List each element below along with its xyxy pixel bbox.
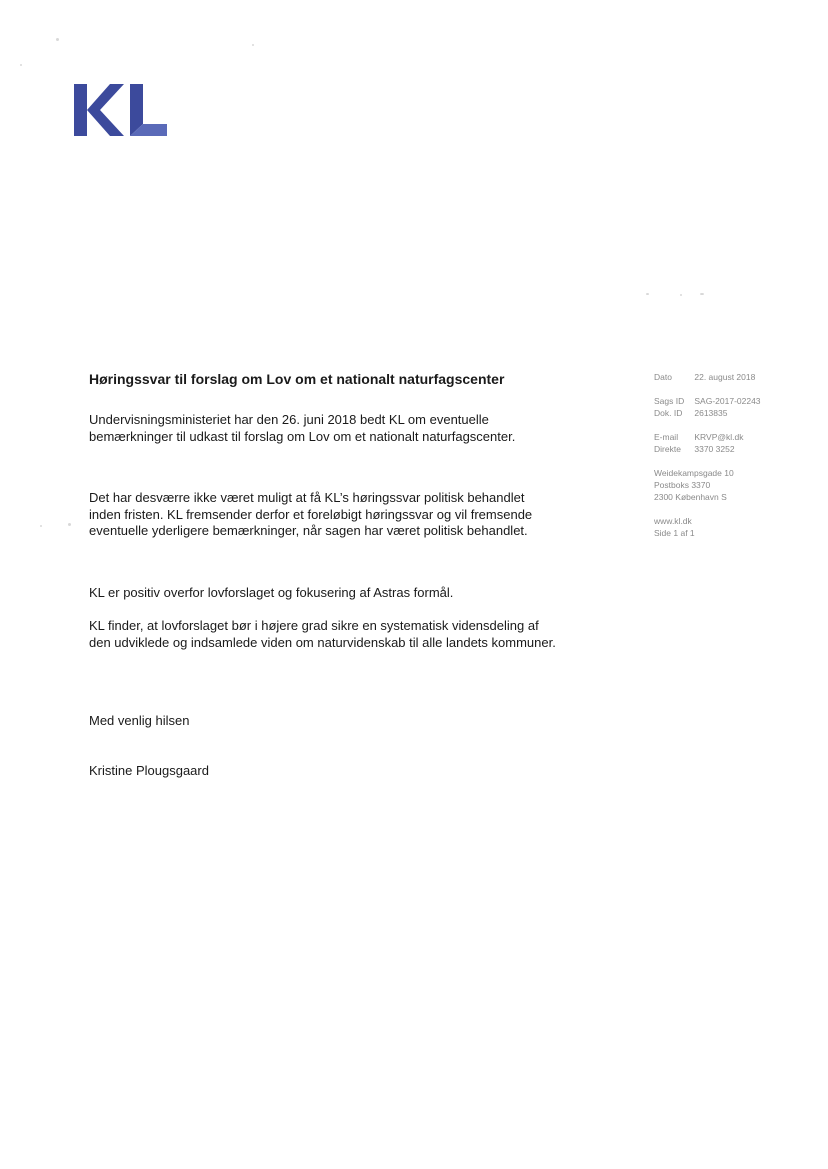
page-number: Side 1 af 1 — [654, 528, 695, 538]
email-label: E-mail — [654, 432, 679, 442]
kl-logo — [72, 80, 168, 140]
paragraph-knowledge-sharing: KL finder, at lovforslaget bør i højere grad sikre en systematisk vidensdeling af den udviklede og indsamlede viden om naturvidenskab til alle landets kommuner. — [89, 618, 556, 650]
kl-logo-graphic — [72, 80, 168, 140]
scan-speck — [700, 293, 704, 295]
sags-id-label: Sags ID — [654, 396, 685, 406]
scan-speck — [646, 293, 649, 295]
closing-greeting: Med venlig hilsen — [89, 713, 190, 728]
scan-speck — [40, 525, 42, 527]
dok-id-value: 2613835 — [694, 408, 728, 418]
scan-speck — [252, 44, 254, 46]
direkte-label: Direkte — [654, 444, 681, 454]
direkte-value: 3370 3252 — [694, 444, 735, 454]
scan-speck — [20, 64, 22, 66]
sags-id-value: SAG-2017-02243 — [694, 396, 761, 406]
scan-speck — [680, 294, 682, 296]
meta-date — [654, 371, 814, 383]
logo-k-upper-arm — [87, 84, 124, 110]
dok-id-label: Dok. ID — [654, 408, 683, 418]
scan-speck — [68, 523, 71, 526]
letter-title: Høringssvar til forslag om Lov om et nationalt naturfagscenter — [89, 371, 505, 387]
paragraph-request: Undervisningsministeriet har den 26. juni 2018 bedt KL om eventuelle bemærkninger til udkast til forslag om Lov om et nationalt naturfagscenter. — [89, 412, 516, 444]
address-street: Weidekampsgade 10 — [654, 468, 734, 478]
scan-speck — [56, 38, 59, 41]
meta-web — [654, 515, 814, 539]
logo-k-lower-arm — [87, 110, 124, 136]
website: www.kl.dk — [654, 516, 692, 526]
meta-address — [654, 467, 814, 503]
paragraph-positive: KL er positiv overfor lovforslaget og fokusering af Astras formål. — [89, 585, 454, 600]
signature-name: Kristine Plougsgaard — [89, 763, 209, 778]
address-postbox: Postboks 3370 — [654, 480, 711, 490]
logo-k-stem — [74, 84, 87, 136]
date-label: Dato — [654, 372, 672, 382]
address-city: 2300 København S — [654, 492, 727, 502]
paragraph-deadline: Det har desværre ikke været muligt at få KL’s høringssvar politisk behandlet inden fristen. KL fremsender derfor et foreløbigt høringssvar og vil fremsende eventuelle yderligere bemærkninger, når sagen har været politisk behandlet. — [89, 490, 533, 538]
meta-ids — [654, 395, 814, 419]
date-value: 22. august 2018 — [694, 372, 756, 382]
meta-contact — [654, 431, 814, 455]
email-value: KRVP@kl.dk — [694, 432, 744, 442]
